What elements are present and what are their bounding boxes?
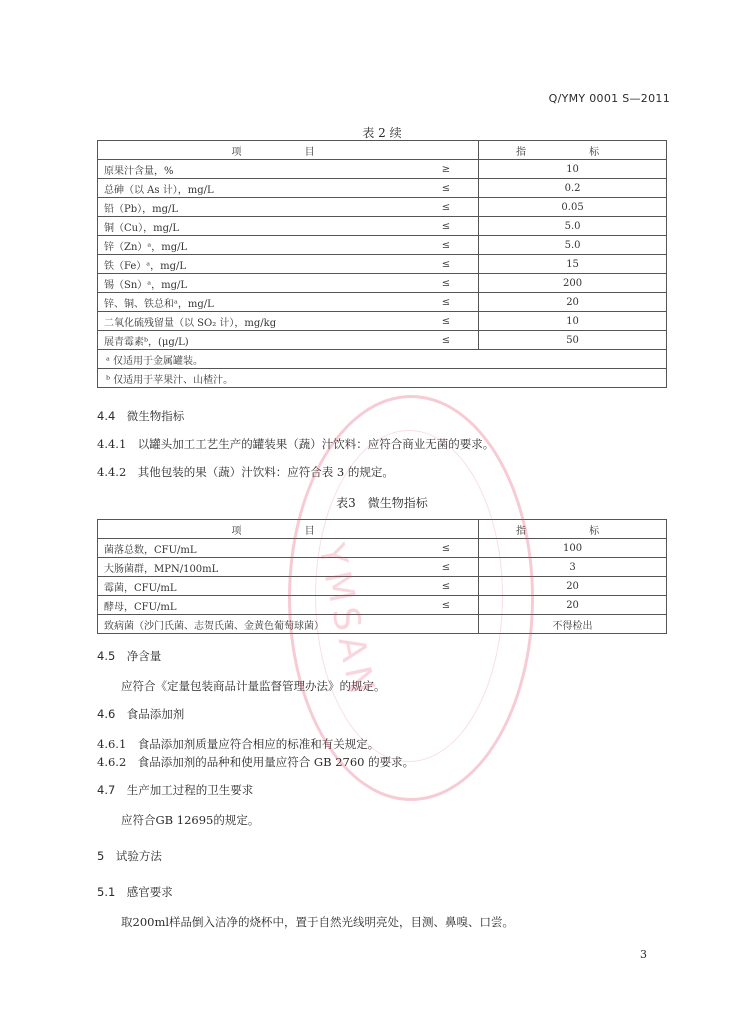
row-name: 展青霉素ᵇ，(μg/L) (98, 331, 407, 350)
row-name: 铁（Fe）ᵃ，mg/L (98, 255, 407, 274)
table-row (98, 274, 667, 293)
row-value: 5.0 (479, 217, 667, 236)
clause-4-4-2: 4.4.2 其他包装的果（蔬）汁饮料：应符合表 3 的规定。 (97, 465, 394, 479)
row-value: 100 (479, 539, 667, 558)
table3-caption: 表3 微生物指标 (336, 496, 428, 510)
row-name: 霉菌，CFU/mL (98, 577, 383, 596)
table2-header-item: 项 目 (98, 141, 479, 160)
table-row (98, 615, 667, 634)
document-id: Q/YMY 0001 S—2011 (548, 92, 670, 105)
section-5-1-heading: 5.1 感官要求 (97, 885, 173, 899)
clause-4-4-1: 4.4.1 以罐头加工工艺生产的罐装果（蔬）汁饮料：应符合商业无菌的要求。 (97, 437, 495, 451)
section-4-6-heading: 4.6 食品添加剂 (97, 707, 185, 721)
table-row (98, 179, 667, 198)
row-name: 原果汁含量，% (98, 160, 407, 179)
table-row (98, 331, 667, 350)
row-operator: ≤ (407, 274, 479, 293)
row-name: 铜（Cu），mg/L (98, 217, 407, 236)
row-value: 不得检出 (479, 615, 667, 634)
section-4-7-heading: 4.7 生产加工过程的卫生要求 (97, 783, 254, 797)
row-value: 20 (479, 293, 667, 312)
section-5-heading: 5 试验方法 (97, 849, 162, 863)
row-operator: ≤ (382, 596, 478, 615)
row-value: 50 (479, 331, 667, 350)
row-operator: ≤ (407, 179, 479, 198)
table-row (98, 293, 667, 312)
row-operator: ≤ (407, 255, 479, 274)
table-row (98, 198, 667, 217)
row-value: 3 (479, 558, 667, 577)
row-name: 锡（Sn）ᵃ，mg/L (98, 274, 407, 293)
clause-4-6-2: 4.6.2 食品添加剂的品种和使用量应符合 GB 2760 的要求。 (97, 755, 415, 769)
row-operator: ≤ (382, 577, 478, 596)
table2-footnote-a: ᵃ 仅适用于金属罐装。 (98, 350, 667, 369)
table-row (98, 160, 667, 179)
row-operator: ≤ (407, 236, 479, 255)
row-value: 15 (479, 255, 667, 274)
table-row (98, 577, 667, 596)
table-row (98, 255, 667, 274)
row-name: 二氧化硫残留量（以 SO₂ 计），mg/kg (98, 312, 407, 331)
table-row (98, 596, 667, 615)
section-4-4-heading: 4.4 微生物指标 (97, 409, 185, 423)
row-name: 锌、铜、铁总和ᵃ，mg/L (98, 293, 407, 312)
row-name: 菌落总数，CFU/mL (98, 539, 383, 558)
table2 (97, 140, 667, 388)
row-operator: ≤ (382, 539, 478, 558)
row-name: 总砷（以 As 计），mg/L (98, 179, 407, 198)
table2-footnote-b: ᵇ 仅适用于苹果汁、山楂汁。 (98, 369, 667, 388)
clause-4-6-1: 4.6.1 食品添加剂质量应符合相应的标准和有关规定。 (97, 737, 380, 751)
row-operator: ≤ (407, 198, 479, 217)
row-name: 大肠菌群，MPN/100mL (98, 558, 383, 577)
row-operator: ≤ (407, 331, 479, 350)
table-row (98, 312, 667, 331)
row-value: 10 (479, 312, 667, 331)
row-value: 200 (479, 274, 667, 293)
row-operator: ≤ (407, 312, 479, 331)
stamp-text: YMSAN (309, 540, 383, 704)
page-number: 3 (640, 948, 647, 961)
table2-caption: 表 2 续 (362, 126, 402, 140)
table3 (97, 519, 667, 634)
table-row (98, 539, 667, 558)
table-row (98, 558, 667, 577)
section-4-5-text: 应符合《定量包装商品计量监督管理办法》的规定。 (121, 679, 386, 693)
table-row (98, 236, 667, 255)
row-name: 锌（Zn）ᵃ，mg/L (98, 236, 407, 255)
row-value: 0.2 (479, 179, 667, 198)
row-value: 0.05 (479, 198, 667, 217)
row-name: 致病菌（沙门氏菌、志贺氏菌、金黄色葡萄球菌） (98, 615, 479, 634)
table3-header-value: 指 标 (479, 520, 667, 539)
table3-header-item: 项 目 (98, 520, 479, 539)
row-operator: ≥ (407, 160, 479, 179)
section-5-1-text: 取200ml样品倒入洁净的烧杯中，置于自然光线明亮处，目测、鼻嗅、口尝。 (121, 915, 515, 929)
row-value: 5.0 (479, 236, 667, 255)
row-value: 10 (479, 160, 667, 179)
section-4-5-heading: 4.5 净含量 (97, 649, 162, 663)
row-name: 酵母，CFU/mL (98, 596, 383, 615)
row-name: 铅（Pb），mg/L (98, 198, 407, 217)
table-row (98, 217, 667, 236)
row-value: 20 (479, 577, 667, 596)
table2-header-value: 指 标 (479, 141, 667, 160)
row-operator: ≤ (407, 217, 479, 236)
row-operator: ≤ (382, 558, 478, 577)
row-value: 20 (479, 596, 667, 615)
row-operator: ≤ (407, 293, 479, 312)
section-4-7-text: 应符合GB 12695的规定。 (121, 813, 260, 827)
